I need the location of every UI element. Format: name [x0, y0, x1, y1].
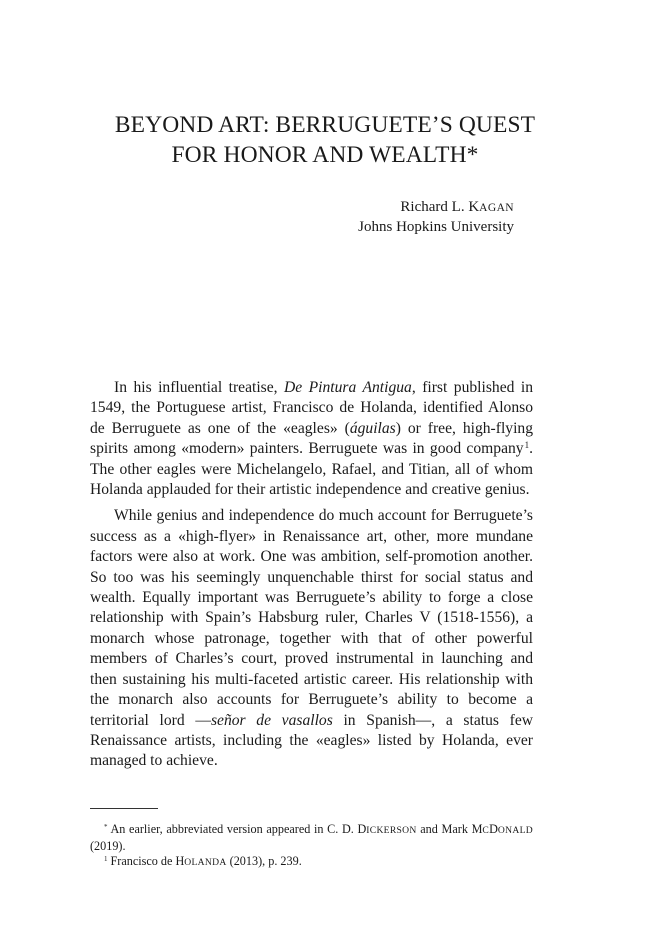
article-title [60, 110, 590, 170]
p1-aguilas: águilas [349, 419, 396, 437]
footnote-1-marker: 1 [104, 855, 108, 864]
footnote-star-mcdonald-rest: ONALD [497, 825, 533, 836]
footnote-1-holanda-initial: H [175, 854, 185, 869]
footnote-star-text-2: and Mark [416, 822, 472, 836]
footnote-1-holanda-rest: OLANDA [184, 857, 227, 869]
author-name [358, 198, 514, 218]
footnote-1-text-2: (2013), p. 239. [226, 854, 302, 869]
p1-text-2: , first published in 1549, the Portuguese artist, Francisco de Holanda, identified Alonso de Berruguete as one of the «eagles» ( [90, 379, 534, 437]
author-surname-initial: K [468, 199, 480, 215]
footnote-star-dickerson-rest: ICKERSON [366, 825, 417, 836]
paragraph-2 [90, 506, 533, 771]
p1-text-1: In his influential treatise, [114, 379, 285, 396]
author-affiliation: Johns Hopkins University [358, 219, 514, 235]
author-block [358, 198, 514, 237]
footnote-1-text-1: Francisco de [110, 854, 176, 869]
footnote-1 [90, 854, 533, 871]
footnote-star-text-1: An earlier, abbreviated version appeared in C. D. [110, 822, 358, 836]
p1-treatise-title: De Pintura Antigua [284, 379, 412, 396]
footnote-star-dickerson-initial: D [357, 822, 367, 836]
footnote-star-marker: * [104, 823, 108, 831]
footnote-rule [90, 808, 158, 809]
p1-text-4: . The other eagles were Michelangelo, Rafael, and Titian, all of whom Holanda applauded for their artistic independence and creative genius. [90, 440, 533, 499]
footnote-star-mcdonald-m: M [471, 822, 483, 836]
footnote-star-text-3: (2019). [90, 838, 126, 853]
author-surname-rest: AGAN [479, 202, 514, 214]
title-line-2: FOR HONOR AND WEALTH* [171, 142, 479, 168]
paragraph-1 [90, 378, 533, 500]
body-text [90, 378, 533, 778]
author-given-name: Richard L. [400, 199, 469, 215]
p1-text-3: ) or free, high-flying spirits among «modern» painters. Berruguete was in good company [90, 419, 534, 458]
p2-text-2: in Spanish—, a status few Renaissance artists, including the «eagles» listed by Holanda, ever managed to achieve. [90, 711, 534, 770]
footnote-star-mcdonald-c: C [482, 825, 490, 836]
footnote-star [90, 822, 533, 854]
footnote-star-mcdonald-d: D [489, 822, 498, 836]
footnotes [90, 822, 533, 871]
title-line-1: BEYOND ART: BERRUGUETE’S QUEST [114, 112, 536, 138]
footnote-ref-1[interactable]: 1 [524, 440, 530, 451]
p2-senor-de-vasallos: señor de vasallos [210, 711, 333, 729]
p2-text-1: While genius and independence do much account for Berruguete’s success as a «high-flyer» in Renaissance art, other, more mundane factors were also at work. One was ambition, self-promotion another. So too was his seemingly unquenchable thirst for social status and wealth. Equally important was Berruguete’s ability to forge a close relationship with Spain’s Habsburg ruler, Charles V (1518-1556), a monarch whose patronage, together with that of other powerful members of Charles’s court, proved instrumental in launching and then sustaining his multi-faceted artistic career. His relationship with the monarch also accounts for Berruguete’s ability to become a territorial lord — [90, 507, 533, 729]
